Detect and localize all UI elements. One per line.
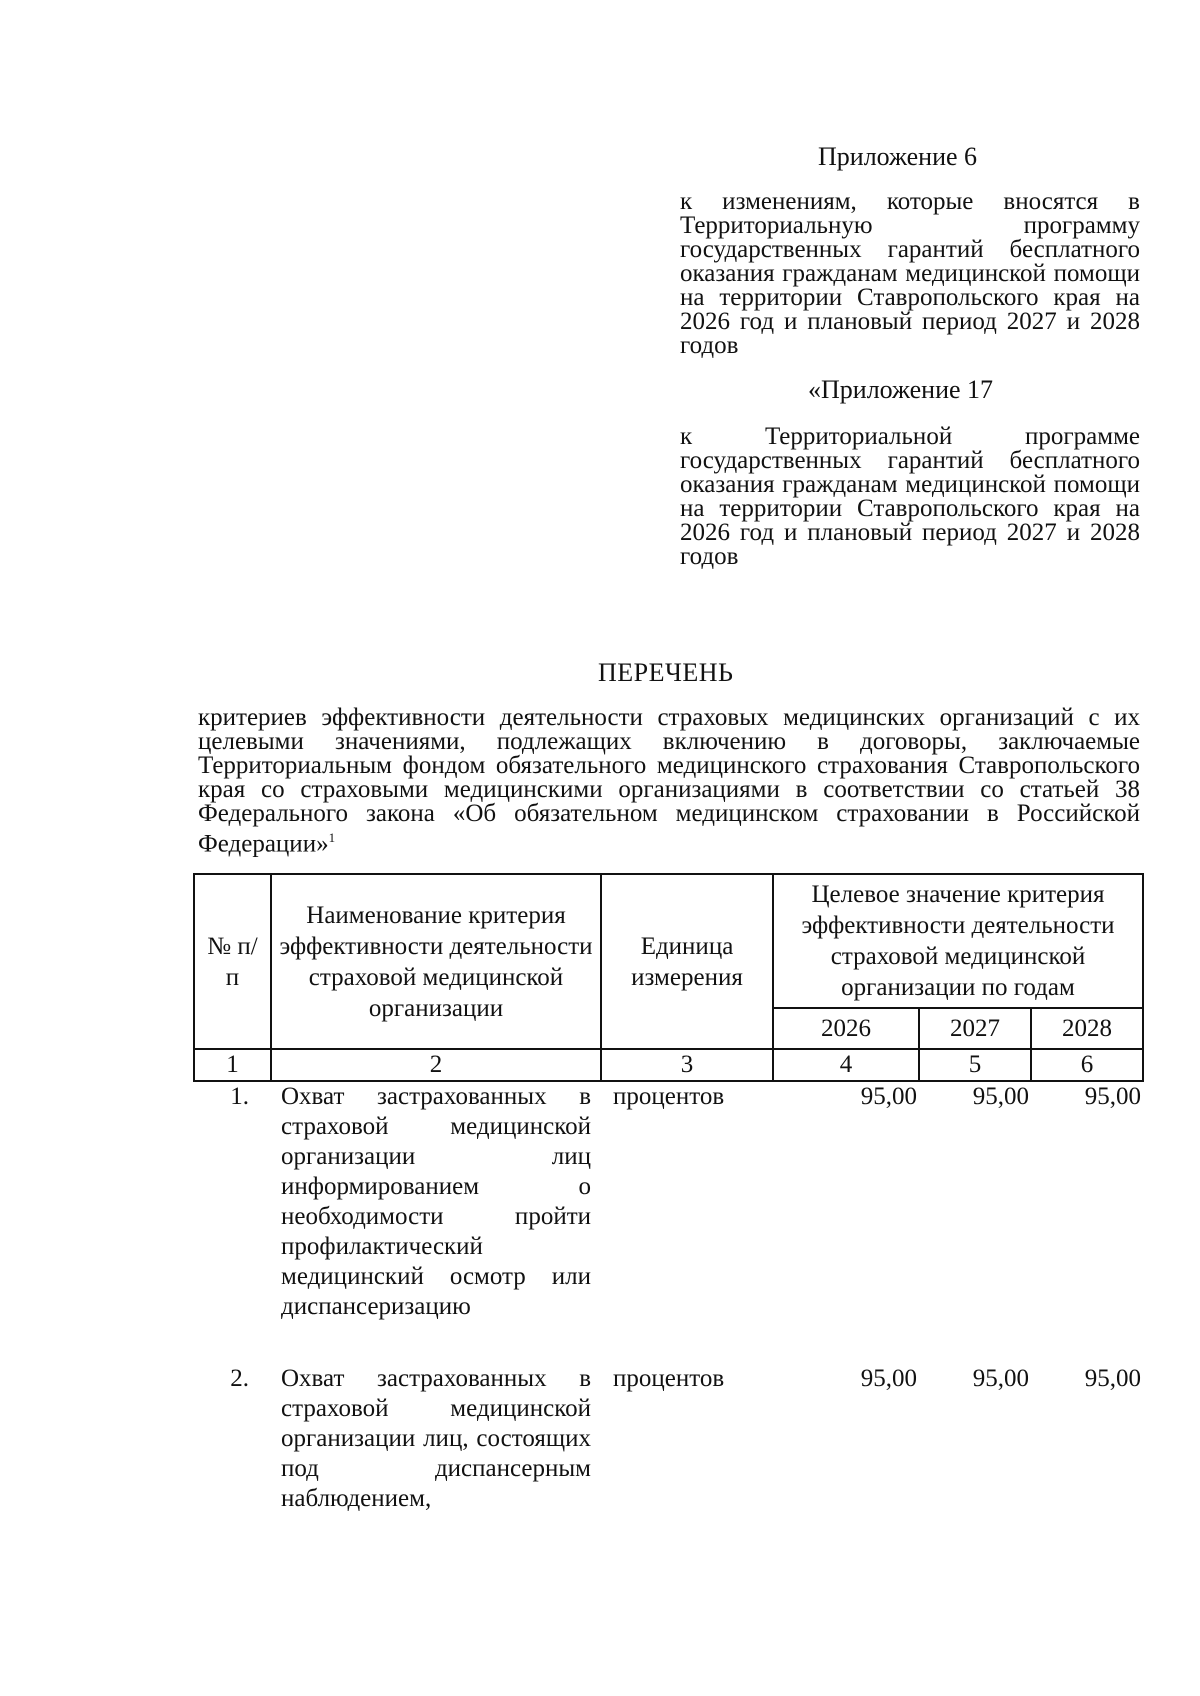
appendix-6-title: Приложение 6 xyxy=(818,142,978,171)
header-unit: Единица измерения xyxy=(601,874,773,1049)
criterion-name: Охват застрахованных в страховой медицинской организации лиц информированием о необходимости пройти профилактический медицинский осмотр или диспансеризацию xyxy=(281,1083,591,1320)
header-year-2026: 2026 xyxy=(773,1008,919,1049)
value-2027: 95,00 xyxy=(972,1365,1029,1392)
appendix-6-text: к изменениям, которые вносятся в Территориальную программу государственных гарантий бесплатного оказания гражданам медицинской помощи на территории Ставропольского края на 2026 год и плановый период 2027 и 2028 годов xyxy=(680,188,1140,359)
header-target: Целевое значение критерия эффективности деятельности страховой медицинской организации по годам xyxy=(773,874,1143,1008)
value-2026: 95,00 xyxy=(860,1365,917,1392)
value-2026: 95,00 xyxy=(860,1083,917,1110)
column-number: 5 xyxy=(919,1049,1031,1081)
header-year-2027: 2027 xyxy=(919,1008,1031,1049)
header-row xyxy=(194,874,1143,1008)
header-year-2028: 2028 xyxy=(1031,1008,1143,1049)
column-number: 4 xyxy=(773,1049,919,1081)
column-number: 2 xyxy=(271,1049,601,1081)
footnote-mark: 1 xyxy=(328,830,336,845)
criterion-name: Охват застрахованных в страховой медицинской организации лиц, состоящих под диспансерным наблюдением, xyxy=(281,1365,591,1512)
column-number: 6 xyxy=(1031,1049,1143,1081)
column-number-row xyxy=(194,1049,1143,1081)
row-number: 2. xyxy=(230,1365,249,1392)
unit: процентов xyxy=(613,1365,725,1392)
header-name: Наименование критерия эффективности деятельности страховой медицинской организации xyxy=(271,874,601,1049)
unit: процентов xyxy=(613,1083,725,1110)
table-row xyxy=(194,1081,1143,1322)
column-number: 1 xyxy=(194,1049,271,1081)
criteria-table xyxy=(193,873,1144,1514)
document-subtitle-text: критериев эффективности деятельности страховых медицинских организаций с их целевыми значениями, подлежащих включению в договоры, заключаемые Территориальным фондом обязательного медицинского страхования Ставропольского края со страховыми медицинскими организациями в соответствии со статьей 38 Федерального закона «Об обязательном медицинском страховании в Российской Федерации» xyxy=(198,704,1140,858)
table-row xyxy=(194,1364,1143,1514)
document-title: ПЕРЕЧЕНЬ xyxy=(598,658,734,687)
header-no: № п/п xyxy=(194,874,271,1049)
appendix-17-text: к Территориальной программе государственных гарантий бесплатного оказания гражданам медицинской помощи на территории Ставропольского края на 2026 год и плановый период 2027 и 2028 годов xyxy=(680,423,1140,570)
column-number: 3 xyxy=(601,1049,773,1081)
appendix-17-title: «Приложение 17 xyxy=(808,375,994,404)
row-spacer xyxy=(194,1322,1143,1364)
document-subtitle xyxy=(198,706,1140,856)
row-number: 1. xyxy=(230,1083,249,1110)
value-2028: 95,00 xyxy=(1084,1365,1142,1392)
value-2028: 95,00 xyxy=(1084,1083,1142,1110)
value-2027: 95,00 xyxy=(972,1083,1029,1110)
